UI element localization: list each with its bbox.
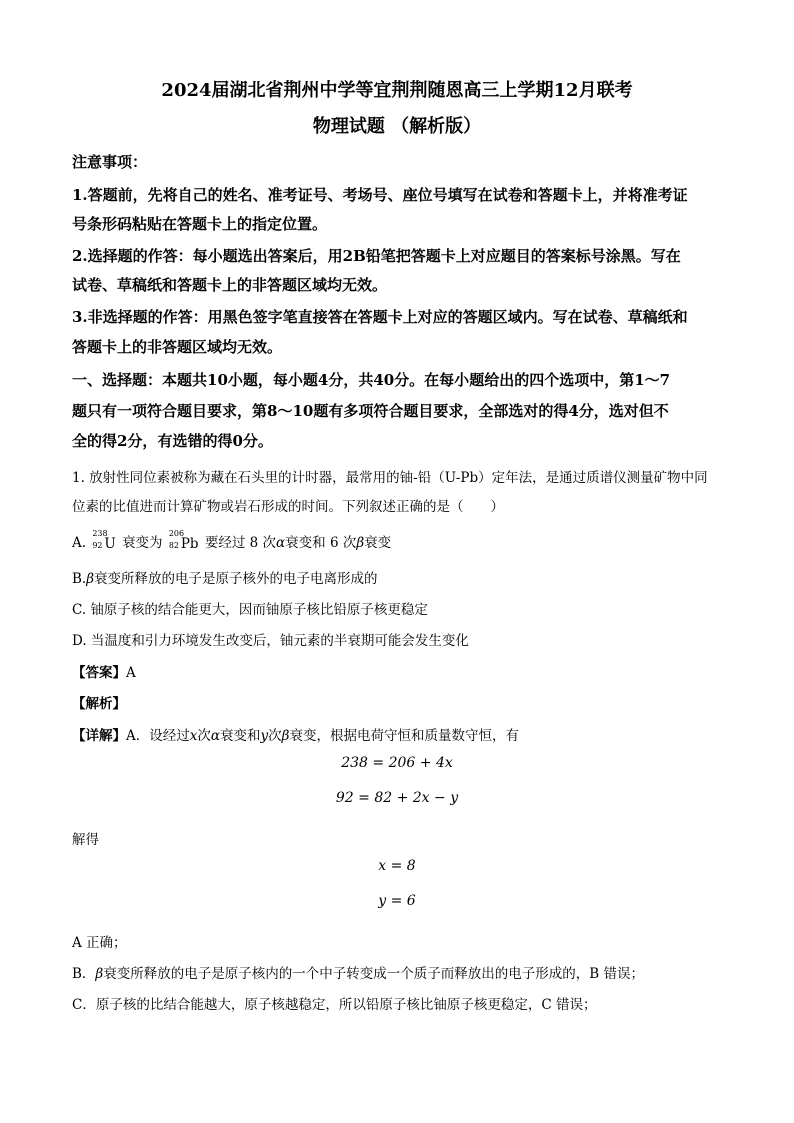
notice-item-1-line-2: 号条形码粘贴在答题卡上的指定位置。 bbox=[72, 215, 328, 233]
explain-b-text: 衰变所释放的电子是原子核内的一个中子转变成一个质子而释放出的电子形成的，B 错误； bbox=[103, 966, 644, 982]
alpha-symbol: α bbox=[210, 728, 220, 744]
detail-label: 【详解】 bbox=[72, 728, 126, 744]
notice-item-2-line-1: 2.选择题的作答：每小题选出答案后，用2B铅笔把答题卡上对应题目的答案标号涂黑。写在 bbox=[72, 247, 681, 265]
question-1-stem-line-1: 1. 放射性同位素被称为藏在石头里的计时器，最常用的铀-铅（U-Pb）定年法，是通过质谱仪测量矿物中同 bbox=[72, 470, 708, 486]
option-a-prefix: A. bbox=[72, 535, 87, 551]
section-1-line-2: 题只有一项符合题目要求，第8～10题有多项符合题目要求，全部选对的得4分，选对但不 bbox=[72, 402, 669, 420]
detail-text-5: 衰变，根据电荷守恒和质量数守恒，有 bbox=[289, 728, 519, 744]
explain-c: C．原子核的比结合能越大，原子核越稳定，所以铅原子核比铀原子核更稳定，C 错误； bbox=[72, 997, 597, 1013]
answer-value: A bbox=[126, 665, 136, 681]
equation-3: x = 8 bbox=[378, 858, 416, 874]
notice-heading: 注意事项： bbox=[72, 153, 148, 171]
equation-4: y = 6 bbox=[378, 893, 416, 909]
option-b-prefix: B. bbox=[72, 571, 87, 587]
detail-text-1: A．设经过 bbox=[126, 728, 190, 744]
question-1-stem-line-2: 位素的比值进而计算矿物或岩石形成的时间。下列叙述正确的是（ ） bbox=[72, 499, 504, 515]
section-1-line-3: 全的得2分，有选错的得0分。 bbox=[72, 432, 273, 450]
question-1-option-b bbox=[72, 567, 722, 587]
document-subtitle: 物理试题 （解析版） bbox=[312, 116, 482, 137]
beta-symbol: β bbox=[281, 728, 290, 744]
explain-a: A 正确； bbox=[72, 935, 127, 951]
solve-label: 解得 bbox=[72, 832, 99, 848]
question-1-option-c: C. 铀原子核的结合能更大，因而铀原子核比铅原子核更稳定 bbox=[72, 602, 428, 618]
option-a-text-1: 要经过 8 次 bbox=[204, 535, 277, 551]
beta-symbol: β bbox=[95, 966, 104, 982]
analysis-label: 【解析】 bbox=[72, 696, 126, 712]
option-a-text-2: 衰变和 6 次 bbox=[285, 535, 357, 551]
explain-b-prefix: B． bbox=[72, 966, 96, 982]
variable-y: y bbox=[260, 728, 269, 744]
uranium-238-isotope: 238 92 U bbox=[92, 528, 116, 552]
explain-b bbox=[72, 962, 722, 982]
notice-item-3-line-2: 答题卡上的非答题区域均无效。 bbox=[72, 338, 283, 356]
option-a-decays-to: 衰变为 bbox=[122, 535, 163, 551]
detail-text-3: 衰变和 bbox=[220, 728, 261, 744]
detail-text-2: 次 bbox=[197, 728, 211, 744]
variable-x: x bbox=[189, 728, 198, 744]
document-title: 2024届湖北省荆州中学等宜荆荆随恩高三上学期12月联考 bbox=[161, 80, 633, 101]
option-a-text-3: 衰变 bbox=[364, 535, 392, 551]
answer-line bbox=[72, 661, 722, 681]
notice-item-1-line-1: 1.答题前，先将自己的姓名、准考证号、考场号、座位号填写在试卷和答题卡上，并将准考证 bbox=[72, 186, 688, 204]
equation-2: 92 = 82 + 2x − y bbox=[335, 790, 459, 806]
detail-text-4: 次 bbox=[268, 728, 282, 744]
notice-item-2-line-2: 试卷、草稿纸和答题卡上的非答题区域均无效。 bbox=[72, 276, 388, 294]
detail-line-a bbox=[72, 724, 722, 744]
section-1-line-1: 一、选择题：本题共10小题，每小题4分，共40分。在每小题给出的四个选项中，第1～7 bbox=[72, 371, 671, 389]
notice-item-3-line-1: 3.非选择题的作答：用黑色签字笔直接答在答题卡上对应的答题区域内。写在试卷、草稿纸和 bbox=[72, 308, 688, 326]
question-1-option-a bbox=[72, 528, 722, 552]
question-1-option-d: D. 当温度和引力环境发生改变后，铀元素的半衰期可能会发生变化 bbox=[72, 633, 469, 649]
lead-206-isotope: 206 82 Pb bbox=[168, 528, 199, 552]
beta-symbol: β bbox=[86, 571, 95, 587]
option-b-text: 衰变所释放的电子是原子核外的电子电离形成的 bbox=[94, 571, 378, 587]
alpha-symbol: α bbox=[276, 535, 286, 551]
equation-1: 238 = 206 + 4x bbox=[341, 755, 453, 771]
beta-symbol: β bbox=[356, 535, 365, 551]
answer-label: 【答案】 bbox=[72, 665, 126, 681]
